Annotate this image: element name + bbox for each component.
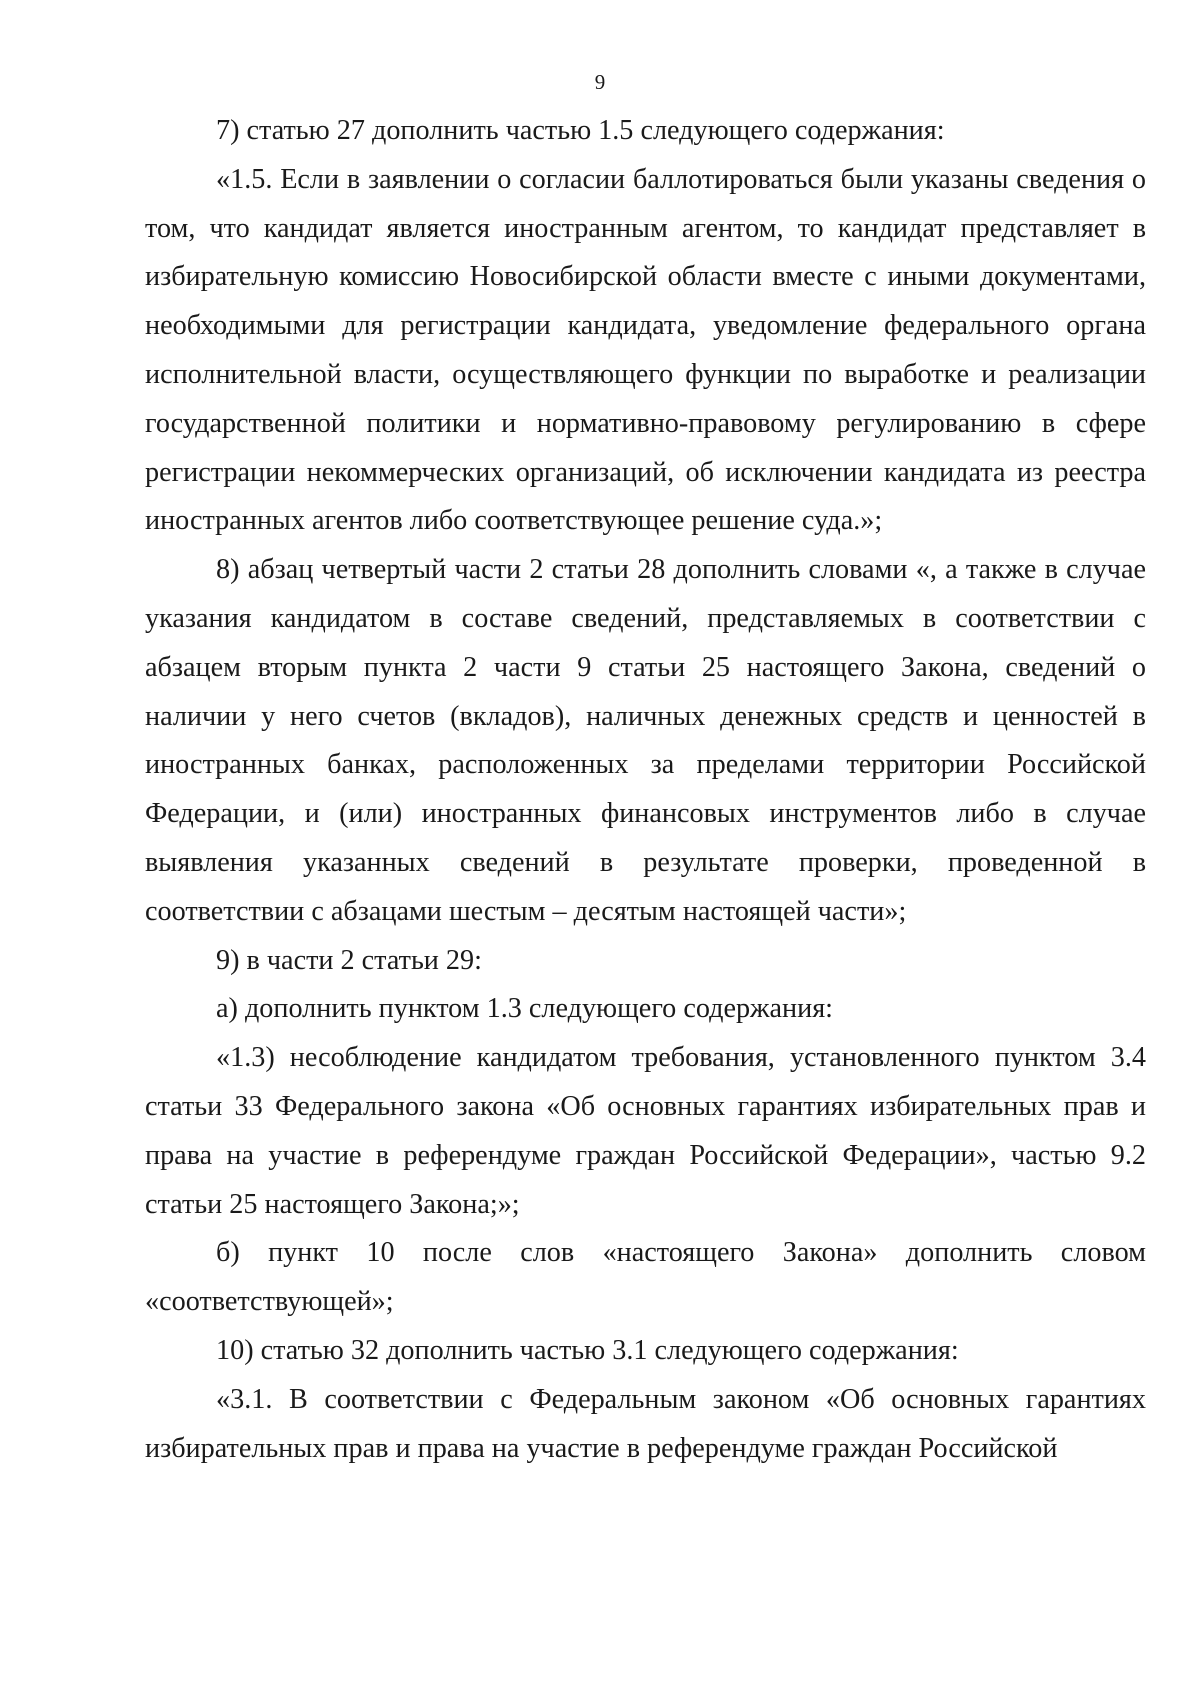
- page-number: 9: [594, 70, 606, 94]
- paragraph-item-9: 9) в части 2 статьи 29:: [216, 944, 482, 976]
- document-body: [145, 107, 1146, 1473]
- paragraph-item-7: 7) статью 27 дополнить частью 1.5 следующего содержания:: [216, 115, 945, 146]
- paragraph-quote-3-1: «3.1. В соответствии с Федеральным законом «Об основных гарантиях избирательных прав и права на участие в референдуме граждан Российской: [145, 1383, 1146, 1464]
- paragraph-quote-1-3: «1.3) несоблюдение кандидатом требования, установленного пунктом 3.4 статьи 33 Федерального закона «Об основных гарантиях избирательных прав и права на участие в референдуме граждан Российской Федерации», частью 9.2 статьи 25 настоящего Закона;»;: [145, 1042, 1146, 1220]
- paragraph-subitem-a: а) дополнить пунктом 1.3 следующего содержания:: [216, 993, 834, 1025]
- paragraph-quote-1-5: «1.5. Если в заявлении о согласии баллотироваться были указаны сведения о том, что кандидат является иностранным агентом, то кандидат представляет в избирательную комиссию Новосибирской области вместе с иными документами, необходимыми для регистрации кандидата, уведомление федерального органа исполнительной власти, осуществляющего функции по выработке и реализации государственной политики и нормативно-правовому регулированию в сфере регистрации некоммерческих организаций, об исключении кандидата из реестра иностранных агентов либо соответствующее решение суда.»;: [145, 163, 1146, 537]
- paragraph-subitem-b: б) пункт 10 после слов «настоящего Закона» дополнить словом «соответствующей»;: [145, 1237, 1146, 1318]
- paragraph-item-10: 10) статью 32 дополнить частью 3.1 следующего содержания:: [216, 1334, 959, 1366]
- paragraph-item-8: 8) абзац четвертый части 2 статьи 28 дополнить словами «, а также в случае указания кандидатом в составе сведений, представляемых в соответствии с абзацем вторым пункта 2 части 9 статьи 25 настоящего Закона, сведений о наличии у него счетов (вкладов), наличных денежных средств и ценностей в иностранных банках, расположенных за пределами территории Российской Федерации, и (или) иностранных финансовых инструментов либо в случае выявления указанных сведений в результате проверки, проведенной в соответствии с абзацами шестым – десятым настоящей части»;: [145, 554, 1146, 927]
